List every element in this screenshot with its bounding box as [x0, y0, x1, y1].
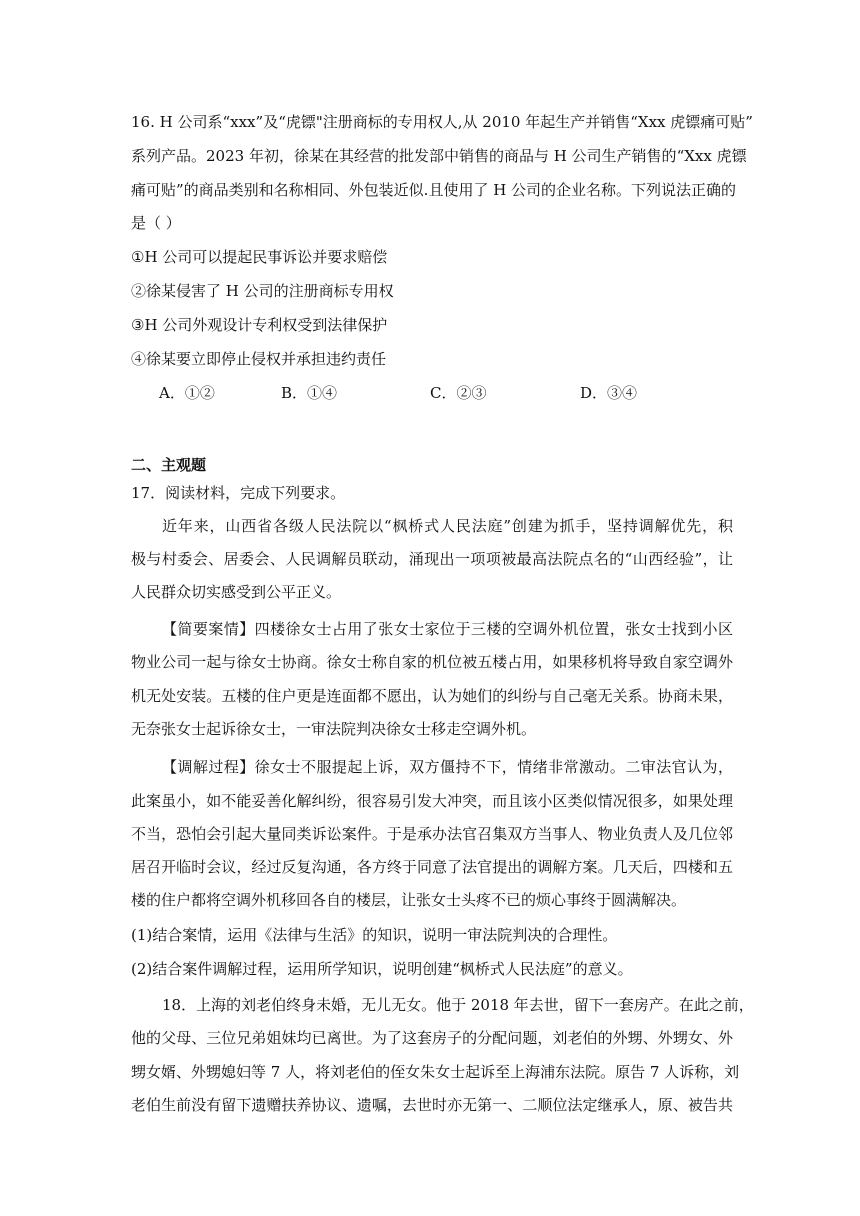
- q16-option-d: D．③④: [580, 384, 638, 402]
- q17-mediation-line: 此案虽小，如不能妥善化解纠纷，很容易引发大冲突，而且该小区类似情况很多，如果处理: [131, 792, 733, 810]
- q18-line: 甥女婿、外甥媳妇等 7 人，将刘老伯的侄女朱女士起诉至上海浦东法院。原告 7 人诉称，刘: [131, 1063, 740, 1081]
- q16-stem-line: 是（ ）: [131, 214, 181, 232]
- q16-statement: ②徐某侵害了 H 公司的注册商标专用权: [131, 282, 394, 300]
- q16-option-b: B．①④: [281, 384, 338, 402]
- q17-question: (1)结合案情，运用《法律与生活》的知识，说明一审法院判决的合理性。: [131, 926, 618, 944]
- q16-stem-line: 16. H 公司系“xxx”及“虎镖"注册商标的专用权人,从 2010 年起生产并销售“Xxx 虎镖痛可贴”: [131, 113, 753, 131]
- q17-mediation-line: 不当，恐怕会引起大量同类诉讼案件。于是承办法官召集双方当事人、物业负责人及几位邻: [131, 825, 733, 843]
- q17-question: (2)结合案件调解过程，运用所学知识，说明创建“枫桥式人民法庭”的意义。: [131, 960, 633, 978]
- q16-stem-line: 系列产品。2023 年初，徐某在其经营的批发部中销售的商品与 H 公司生产销售的“Xxx 虎镖: [131, 147, 747, 165]
- q18-line: 18．上海的刘老伯终身未婚，无儿无女。他于 2018 年去世，留下一套房产。在此之前，: [162, 996, 754, 1014]
- q17-case-line: 物业公司一起与徐女士协商。徐女士称自家的机位被五楼占用，如果移机将导致自家空调外: [131, 653, 733, 671]
- q17-case-line: 【简要案情】四楼徐女士占用了张女士家位于三楼的空调外机位置，张女士找到小区: [162, 620, 733, 638]
- q17-mediation-line: 楼的住户都将空调外机移回各自的楼层，让张女士头疼不已的烦心事终于圆满解决。: [131, 891, 687, 909]
- section-heading: 二、主观题: [131, 456, 207, 474]
- q17-case-line: 机无处安装。五楼的住户更是连面都不愿出，认为她们的纠纷与自己毫无关系。协商未果，: [131, 687, 733, 705]
- q18-line: 他的父母、三位兄弟姐妹均已离世。为了这套房子的分配问题，刘老伯的外甥、外甥女、外: [131, 1029, 733, 1047]
- q17-mediation-line: 居召开临时会议，经过反复沟通，各方终于同意了法官提出的调解方案。几天后，四楼和五: [131, 858, 733, 876]
- q16-statement: ④徐某要立即停止侵权并承担违约责任: [131, 350, 387, 368]
- q16-statement: ③H 公司外观设计专利权受到法律保护: [131, 316, 388, 334]
- q16-option-a: A．①②: [159, 384, 215, 402]
- q16-statement: ①H 公司可以提起民事诉讼并要求赔偿: [131, 248, 388, 266]
- q17-paragraph-line: 极与村委会、居委会、人民调解员联动，涌现出一项项被最高法院点名的“山西经验”，让: [131, 550, 733, 568]
- q17-paragraph-line: 人民群众切实感受到公平正义。: [131, 583, 342, 601]
- q18-line: 老伯生前没有留下遗赠扶养协议、遗嘱，去世时亦无第一、二顺位法定继承人，原、被告共: [131, 1096, 733, 1114]
- q17-intro: 17．阅读材料，完成下列要求。: [131, 484, 346, 502]
- q17-case-line: 无奈张女士起诉徐女士，一审法院判决徐女士移走空调外机。: [131, 720, 537, 738]
- q16-option-c: C．②③: [430, 384, 487, 402]
- q17-mediation-line: 【调解过程】徐女士不服提起上诉，双方僵持不下，情绪非常激动。二审法官认为，: [162, 758, 733, 776]
- q17-paragraph-line: 近年来，山西省各级人民法院以“枫桥式人民法庭”创建为抓手，坚持调解优先，积: [162, 517, 733, 535]
- q16-stem-line: 痛可贴”的商品类别和名称相同、外包装近似.且使用了 H 公司的企业名称。下列说法正确的: [131, 181, 737, 199]
